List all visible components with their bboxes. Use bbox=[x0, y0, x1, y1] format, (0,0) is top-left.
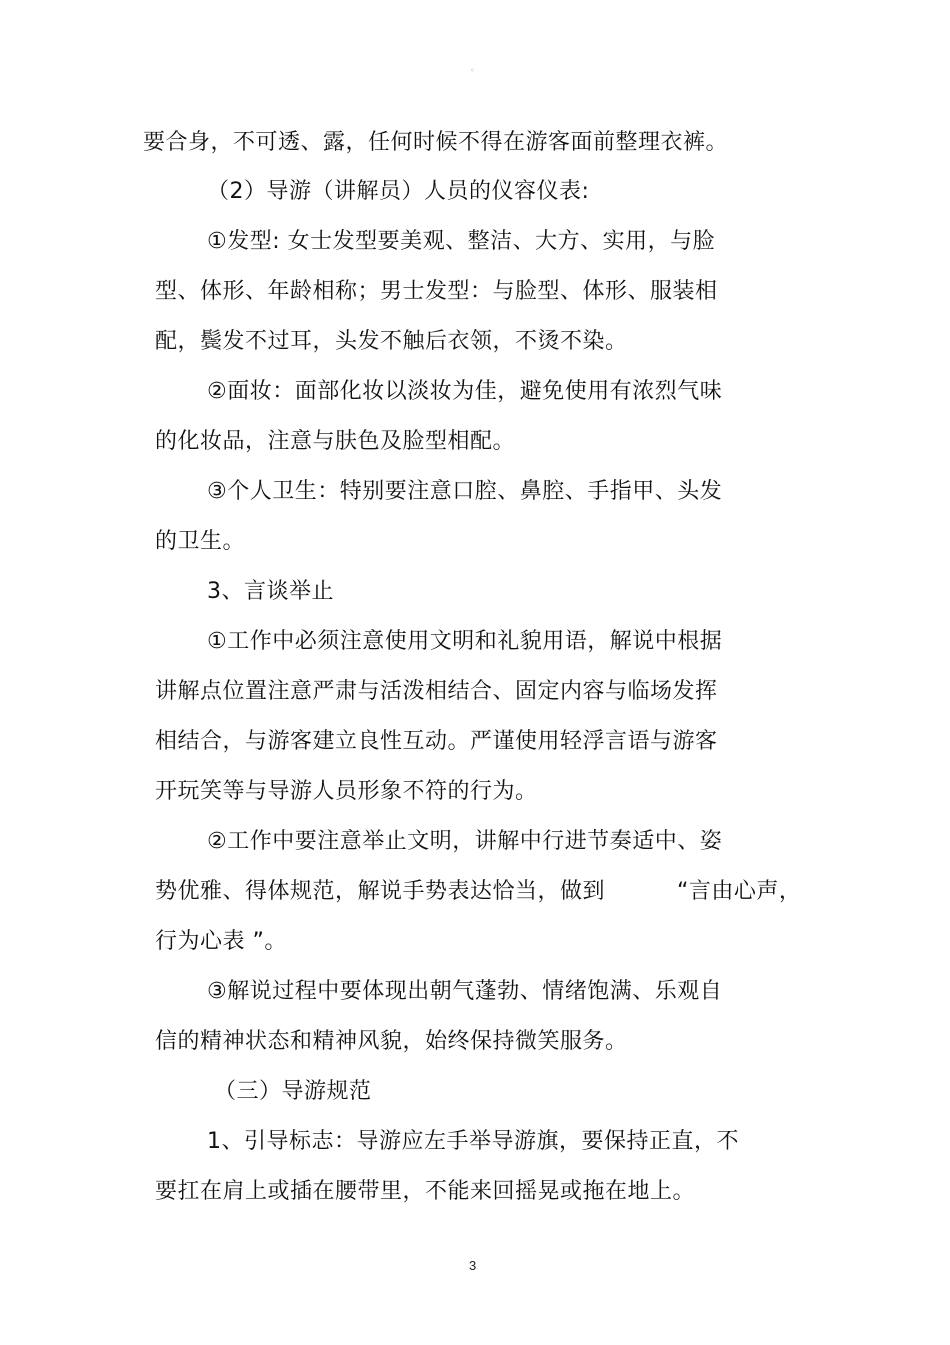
text-line-13: 相结合，与游客建立良性互动。严谨使用轻浮言语与游客 bbox=[155, 729, 718, 754]
text-line-6: ②面妆：面部化妆以淡妆为佳，避免使用有浓烈气味 bbox=[207, 379, 723, 404]
text-line-16-quote: “言由心声， bbox=[677, 879, 802, 904]
header-mark: ◦ bbox=[470, 66, 475, 75]
text-line-9: 的卫生。 bbox=[155, 529, 246, 554]
text-line-4: 型、体形、年龄相称；男士发型：与脸型、体形、服装相 bbox=[155, 279, 718, 304]
text-line-14: 开玩笑等与导游人员形象不符的行为。 bbox=[155, 779, 538, 804]
text-line-3: ①发型: 女士发型要美观、整洁、大方、实用，与脸 bbox=[207, 229, 716, 254]
text-line-17: 行为心表 ”。 bbox=[155, 929, 287, 954]
text-line-16: 势优雅、得体规范，解说手势表达恰当，做到 bbox=[155, 879, 606, 904]
text-line-7: 的化妆品，注意与肤色及脸型相配。 bbox=[155, 429, 516, 454]
page-number: 3 bbox=[469, 1258, 477, 1273]
text-line-21: 1、引导标志：导游应左手举导游旗，要保持正直，不 bbox=[207, 1129, 739, 1154]
text-line-18: ③解说过程中要体现出朝气蓬勃、情绪饱满、乐观自 bbox=[207, 979, 723, 1004]
text-line-19: 信的精神状态和精神风貌，始终保持微笑服务。 bbox=[155, 1029, 628, 1054]
text-line-15: ②工作中要注意举止文明，讲解中行进节奏适中、姿 bbox=[207, 829, 723, 854]
text-line-8: ③个人卫生：特别要注意口腔、鼻腔、手指甲、头发 bbox=[207, 479, 723, 504]
section-heading-3: 3、言谈举止 bbox=[207, 579, 334, 604]
text-line-5: 配，鬓发不过耳，头发不触后衣领，不烫不染。 bbox=[155, 329, 628, 354]
text-line-2: （2）导游（讲解员）人员的仪容仪表: bbox=[207, 179, 590, 204]
text-line-12: 讲解点位置注意严肃与活泼相结合、固定内容与临场发挥 bbox=[155, 679, 718, 704]
text-line-22: 要扛在肩上或插在腰带里，不能来回摇晃或拖在地上。 bbox=[155, 1179, 696, 1204]
section-heading-san: （三）导游规范 bbox=[214, 1079, 372, 1104]
text-line-1: 要合身，不可透、露，任何时候不得在游客面前整理衣裤。 bbox=[143, 130, 729, 155]
text-line-11: ①工作中必须注意使用文明和礼貌用语，解说中根据 bbox=[207, 629, 723, 654]
